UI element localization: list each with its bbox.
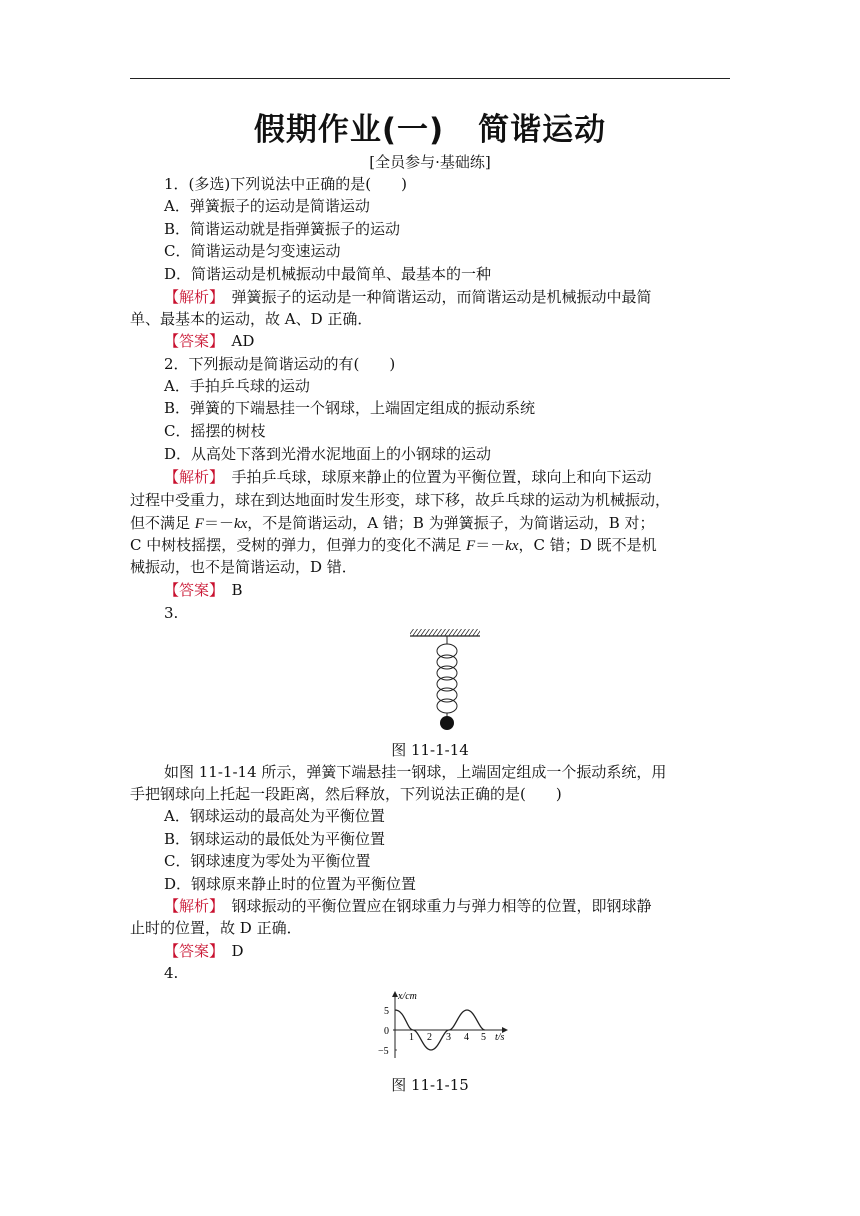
q2-analysis-line5: 械振动，也不是简谐运动，D 错． <box>130 558 357 576</box>
q2-option-b: B．弹簧的下端悬挂一个钢球，上端固定组成的振动系统 <box>164 399 536 417</box>
y-axis-label: x/cm <box>398 991 417 1002</box>
formula-f: F <box>194 516 204 532</box>
ceiling-hatch <box>410 629 480 636</box>
x-tick-1: 1 <box>409 1032 414 1043</box>
formula-kx: kx <box>505 538 519 554</box>
x-tick-4: 4 <box>464 1032 469 1043</box>
q1-stem: 1．(多选)下列说法中正确的是( ) <box>164 175 407 193</box>
q3-answer-value: D <box>216 942 244 960</box>
q1-analysis <box>164 287 652 307</box>
q1-option-b: B．简谐运动就是指弹簧振子的运动 <box>164 220 401 238</box>
q2-analysis-line2: 过程中受重力，球在到达地面时发生形变，球下移，故乒乓球的运动为机械振动， <box>130 491 671 509</box>
x-tick-5: 5 <box>481 1032 486 1043</box>
vibration-graph <box>375 986 515 1064</box>
formula-kx: kx <box>233 516 248 532</box>
analysis-tag: 【解析】 <box>164 468 217 486</box>
q1-option-d: D．简谐运动是机械振动中最简单、最基本的一种 <box>164 265 492 283</box>
y-tick-0: 0 <box>384 1026 389 1037</box>
analysis-tag: 【解析】 <box>164 897 217 915</box>
page-title <box>0 104 860 149</box>
x-tick-3: 3 <box>446 1032 451 1043</box>
answer-tag: 【答案】 <box>164 332 217 350</box>
q3-number: 3. <box>164 604 179 622</box>
q2-analysis-line1: 手拍乒乓球，球原来静止的位置为平衡位置，球向上和向下运动 <box>216 468 652 486</box>
q3-option-c: C．钢球速度为零处为平衡位置 <box>164 852 371 870</box>
q4-figure-caption: 图 11-1-15 <box>391 1076 469 1094</box>
text-fragment: ，不是简谐运动，A 错；B 为弹簧振子，为简谐运动，B 对； <box>247 514 655 532</box>
q2-analysis-line3 <box>130 513 654 534</box>
y-tick-neg5: −5 <box>378 1046 389 1057</box>
q3-option-a: A．钢球运动的最高处为平衡位置 <box>164 807 385 825</box>
answer-tag: 【答案】 <box>164 581 217 599</box>
q1-answer <box>164 331 254 351</box>
formula-eq: ＝－ <box>475 536 506 554</box>
q2-answer-value: B <box>216 581 243 599</box>
analysis-tag: 【解析】 <box>164 288 217 306</box>
q2-answer <box>164 580 243 600</box>
q2-option-d: D．从高处下落到光滑水泥地面上的小钢球的运动 <box>164 445 492 463</box>
spring-figure <box>400 624 490 734</box>
q2-analysis <box>164 467 652 487</box>
q1-option-a: A．弹簧振子的运动是简谐运动 <box>164 197 370 215</box>
text-fragment: ，C 错；D 既不是机 <box>518 536 657 554</box>
x-tick-2: 2 <box>427 1032 432 1043</box>
x-axis-label: t/s <box>495 1032 505 1043</box>
q4-number: 4. <box>164 964 179 982</box>
q2-option-c: C．摇摆的树枝 <box>164 422 266 440</box>
q3-option-d: D．钢球原来静止时的位置为平衡位置 <box>164 875 417 893</box>
title-part2: 简谐运动 <box>478 112 607 148</box>
q1-option-c: C．简谐运动是匀变速运动 <box>164 242 341 260</box>
y-tick-5: 5 <box>384 1006 389 1017</box>
header-rule <box>130 78 730 79</box>
formula-eq: ＝－ <box>203 514 234 532</box>
title-part1: 假期作业(一) <box>253 112 445 148</box>
q3-stem-line1: 如图 11-1-14 所示，弹簧下端悬挂一钢球，上端固定组成一个振动系统，用 <box>164 763 667 781</box>
q3-analysis-line2: 止时的位置，故 D 正确． <box>130 919 302 937</box>
q3-stem-line2: 手把钢球向上托起一段距离，然后释放，下列说法正确的是( ) <box>130 785 562 803</box>
q3-answer <box>164 941 244 961</box>
text-fragment: 但不满足 <box>130 514 195 532</box>
q3-analysis <box>164 896 652 916</box>
q3-figure-caption: 图 11-1-14 <box>391 741 469 759</box>
q3-analysis-line1: 钢球振动的平衡位置应在钢球重力与弹力相等的位置，即钢球静 <box>216 897 652 915</box>
steel-ball <box>440 716 454 730</box>
page-subtitle: [全员参与·基础练] <box>369 153 491 171</box>
q1-analysis-line1: 弹簧振子的运动是一种简谐运动，而简谐运动是机械振动中最简 <box>216 288 652 306</box>
q2-option-a: A．手拍乒乓球的运动 <box>164 377 310 395</box>
q3-option-b: B．钢球运动的最低处为平衡位置 <box>164 830 386 848</box>
q1-analysis-line2: 单、最基本的运动，故 A、D 正确． <box>130 310 373 328</box>
q1-answer-value: AD <box>216 332 255 350</box>
spring-coils <box>437 644 457 713</box>
formula-f: F <box>466 538 476 554</box>
text-fragment: C 中树枝摇摆，受树的弹力，但弹力的变化不满足 <box>130 536 467 554</box>
q2-analysis-line4 <box>130 535 657 556</box>
answer-tag: 【答案】 <box>164 942 217 960</box>
q2-stem: 2．下列振动是简谐运动的有( ) <box>164 355 396 373</box>
